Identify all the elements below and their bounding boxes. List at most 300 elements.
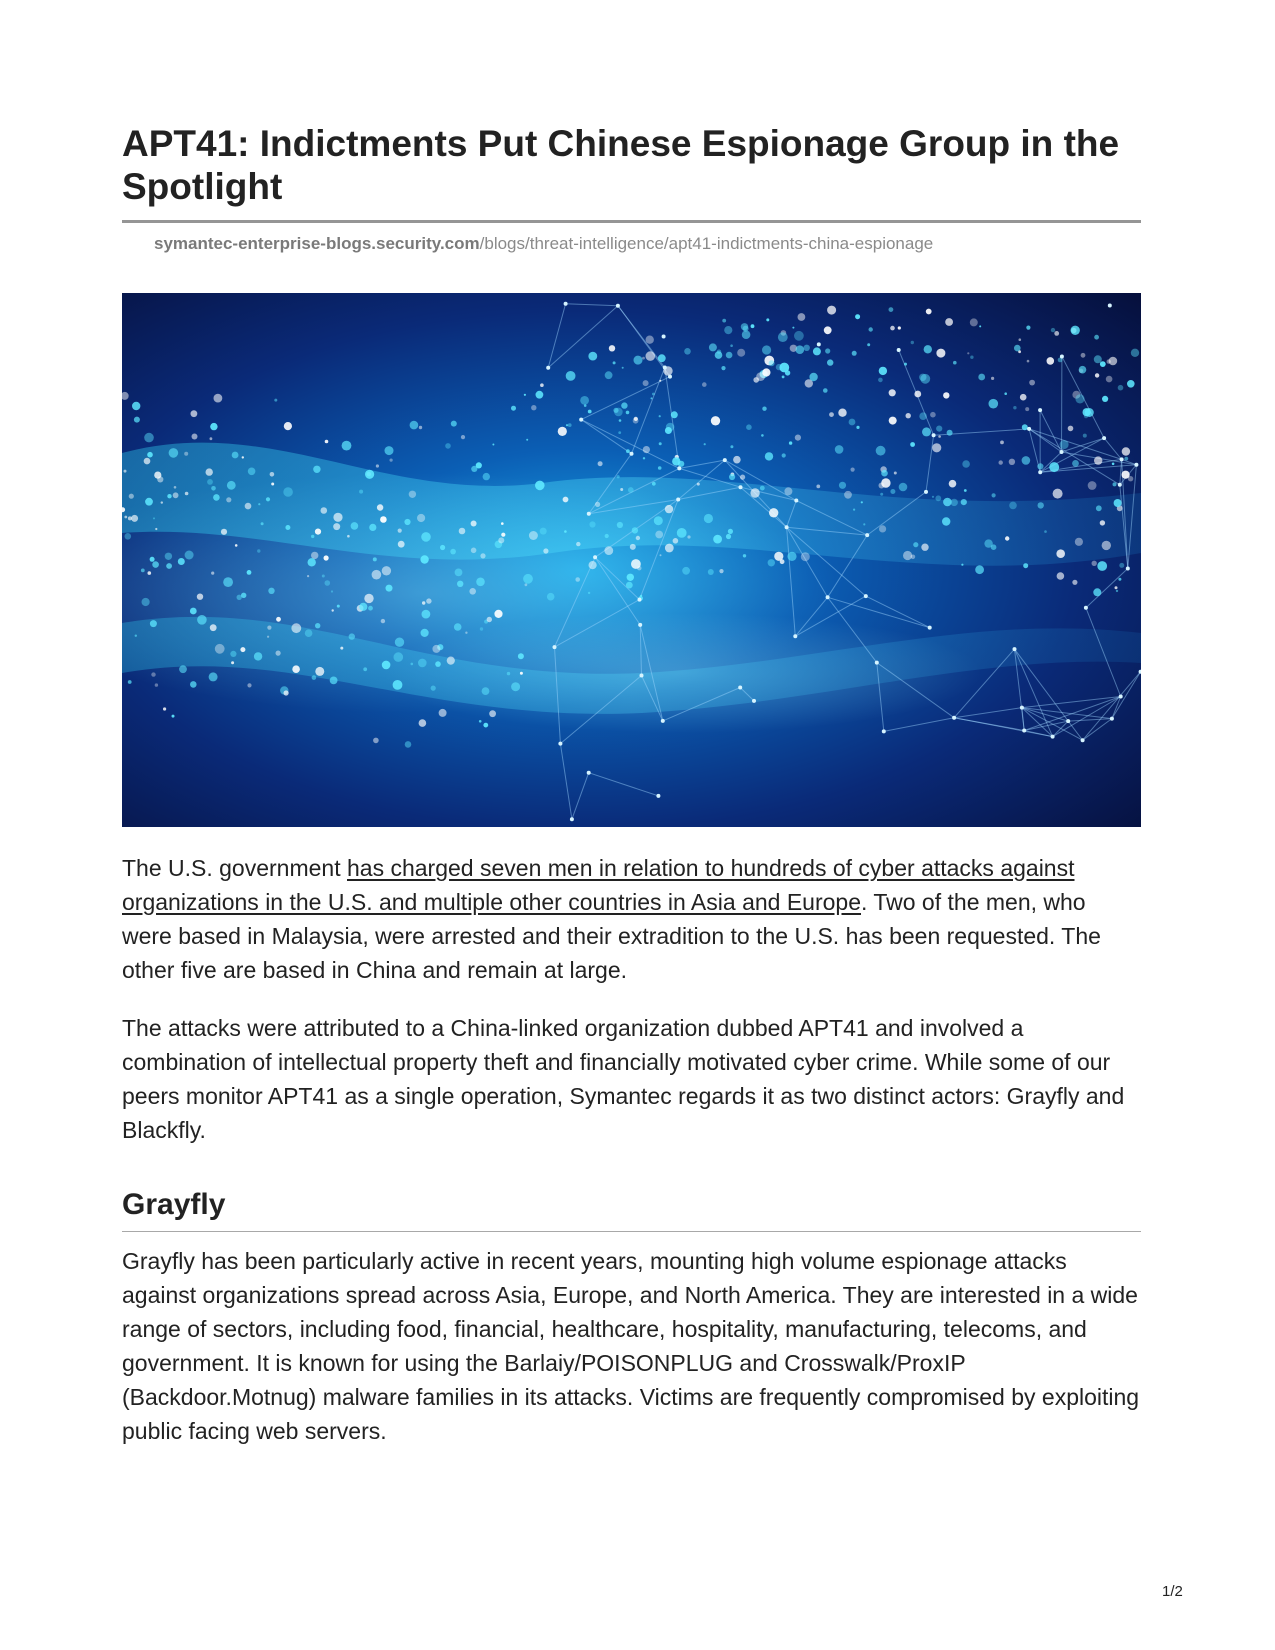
- particle-dot: [398, 541, 405, 548]
- network-node: [794, 499, 798, 503]
- particle-dot: [1020, 394, 1027, 401]
- particle-dot: [881, 470, 888, 477]
- network-node: [593, 555, 597, 559]
- particle-dot: [782, 453, 786, 457]
- particle-dot: [518, 653, 524, 659]
- particle-dot: [652, 482, 656, 486]
- particle-dot: [1118, 578, 1121, 581]
- particle-dot: [398, 529, 402, 533]
- particle-dot: [796, 345, 805, 354]
- particle-dot: [206, 468, 213, 475]
- particle-dot: [889, 307, 894, 312]
- particle-dot: [471, 521, 477, 527]
- particle-dot: [665, 427, 672, 434]
- particle-dot: [254, 652, 262, 660]
- particle-dot: [932, 443, 941, 452]
- particle-dot: [540, 528, 547, 535]
- particle-dot: [609, 345, 615, 351]
- particle-dot: [1094, 355, 1102, 363]
- particle-dot: [642, 357, 645, 360]
- particle-dot: [617, 475, 620, 478]
- particle-dot: [1053, 489, 1063, 499]
- particle-dot: [1079, 366, 1087, 374]
- particle-dot: [174, 486, 177, 489]
- particle-dot: [659, 442, 662, 445]
- particle-dot: [404, 519, 410, 525]
- particle-dot: [498, 537, 504, 543]
- particle-dot: [961, 499, 967, 505]
- particle-dot: [879, 525, 886, 532]
- particle-dot: [1019, 338, 1022, 341]
- particle-dot: [476, 578, 485, 587]
- particle-dot: [152, 561, 159, 568]
- particle-dot: [643, 457, 645, 459]
- particle-dot: [1075, 538, 1083, 546]
- particle-dot: [1096, 505, 1102, 511]
- particle-dot: [879, 367, 887, 375]
- particle-dot: [726, 352, 733, 359]
- particle-dot: [349, 633, 355, 639]
- particle-dot: [906, 413, 911, 418]
- particle-dot: [325, 440, 329, 444]
- indictment-link[interactable]: has charged seven men in relation to hundreds of cyber attacks against organizations in the U.S. and multiple other countries in Asia and Europe: [122, 855, 1075, 915]
- paragraph-intro-end: . Two of the men, who were based in Malaysia, were arrested and their extradition to the U.S. has been requested. The other five are based in China and remain at large.: [122, 889, 1101, 983]
- network-node: [587, 512, 591, 516]
- particle-dot: [221, 529, 227, 535]
- particle-dot: [853, 509, 855, 511]
- particle-dot: [824, 326, 832, 334]
- particle-dot: [422, 601, 425, 604]
- particle-dot: [185, 551, 194, 560]
- network-node: [1027, 427, 1031, 431]
- particle-dot: [943, 498, 952, 507]
- network-node: [882, 729, 886, 733]
- particle-dot: [1025, 407, 1029, 411]
- particle-dot: [1118, 385, 1124, 391]
- particle-dot: [333, 513, 342, 522]
- particle-dot: [337, 605, 340, 608]
- particle-dot: [1044, 530, 1047, 533]
- network-node: [570, 817, 574, 821]
- particle-dot: [125, 533, 132, 540]
- particle-dot: [368, 606, 373, 611]
- particle-dot: [823, 388, 828, 393]
- source-url[interactable]: [154, 233, 1141, 255]
- particle-dot: [132, 402, 140, 410]
- particle-dot: [283, 487, 293, 497]
- particle-dot: [331, 590, 333, 592]
- particle-dot: [598, 461, 603, 466]
- particle-dot: [235, 544, 238, 547]
- network-node: [1013, 647, 1017, 651]
- particle-dot: [161, 501, 163, 503]
- particle-dot: [659, 380, 661, 382]
- particle-dot: [890, 489, 895, 494]
- particle-dot: [501, 533, 505, 537]
- network-node: [663, 366, 667, 370]
- particle-dot: [809, 373, 817, 381]
- network-node: [932, 433, 936, 437]
- particle-dot: [340, 647, 343, 650]
- particle-dot: [382, 661, 391, 670]
- particle-dot: [936, 426, 942, 432]
- particle-dot: [761, 434, 764, 437]
- source-path[interactable]: /blogs/threat-intelligence/apt41-indictments-china-espionage: [479, 234, 934, 253]
- particle-dot: [342, 441, 352, 451]
- particle-dot: [863, 523, 865, 525]
- particle-dot: [869, 327, 873, 331]
- particle-dot: [276, 651, 281, 656]
- network-node: [546, 366, 550, 370]
- particle-dot: [672, 457, 680, 465]
- particle-dot: [351, 522, 359, 530]
- particle-dot: [332, 609, 334, 611]
- particle-dot: [124, 516, 127, 519]
- particle-dot: [861, 501, 863, 503]
- particle-dot: [386, 585, 393, 592]
- article-title: APT41: Indictments Put Chinese Espionage Group in the Spotlight: [122, 122, 1141, 223]
- network-node: [826, 595, 830, 599]
- particle-dot: [232, 452, 239, 459]
- particle-dot: [166, 563, 172, 569]
- particle-dot: [795, 435, 801, 441]
- network-node: [558, 742, 562, 746]
- particle-dot: [197, 594, 203, 600]
- particle-dot: [684, 348, 691, 355]
- particle-dot: [292, 665, 300, 673]
- particle-dot: [827, 306, 836, 315]
- particle-dot: [211, 486, 216, 491]
- particle-dot: [213, 494, 220, 501]
- particle-dot: [311, 552, 318, 559]
- particle-dot: [742, 330, 751, 339]
- particle-dot: [431, 686, 436, 691]
- particle-dot: [769, 508, 778, 517]
- paragraph-intro-start: The U.S. government: [122, 855, 347, 881]
- particle-dot: [261, 522, 264, 525]
- particle-dot: [207, 479, 213, 485]
- paragraph-intro: [122, 851, 1141, 987]
- particle-dot: [733, 456, 741, 464]
- particle-dot: [190, 681, 197, 688]
- particle-dot: [620, 488, 623, 491]
- particle-dot: [1092, 561, 1097, 566]
- network-node: [677, 466, 681, 470]
- particle-dot: [226, 497, 231, 502]
- particle-dot: [938, 435, 941, 438]
- particle-dot: [1094, 335, 1099, 340]
- network-node: [630, 452, 634, 456]
- particle-dot: [1122, 447, 1130, 455]
- particle-dot: [1093, 588, 1101, 596]
- particle-dot: [421, 532, 431, 542]
- particle-dot: [227, 481, 236, 490]
- particle-dot: [704, 443, 706, 445]
- particle-dot: [167, 494, 171, 498]
- particle-dot: [526, 439, 528, 441]
- particle-dot: [284, 690, 289, 695]
- particle-dot: [626, 449, 630, 453]
- particle-dot: [271, 483, 274, 486]
- network-node: [1060, 450, 1064, 454]
- particle-dot: [141, 569, 145, 573]
- network-node: [793, 634, 797, 638]
- particle-dot: [576, 542, 580, 546]
- particle-dot: [760, 486, 765, 491]
- particle-dot: [1037, 463, 1043, 469]
- particle-dot: [721, 366, 725, 370]
- particle-dot: [975, 565, 984, 574]
- particle-dot: [483, 473, 490, 480]
- particle-dot: [185, 492, 189, 496]
- network-node: [1060, 355, 1064, 359]
- particle-dot: [1000, 441, 1004, 445]
- particle-dot: [1102, 541, 1111, 550]
- particle-dot: [459, 528, 466, 535]
- particle-dot: [359, 490, 363, 494]
- particle-dot: [776, 364, 782, 370]
- particle-dot: [410, 421, 419, 430]
- particle-dot: [454, 623, 462, 631]
- particle-dot: [910, 442, 915, 447]
- particle-dot: [325, 580, 331, 586]
- source-domain[interactable]: symantec-enterprise-blogs.security.com: [154, 234, 480, 253]
- particle-dot: [155, 683, 158, 686]
- particle-dot: [999, 460, 1003, 464]
- particle-dot: [1088, 481, 1097, 490]
- particle-dot: [411, 663, 414, 666]
- particle-dot: [992, 493, 996, 497]
- particle-dot: [245, 503, 252, 510]
- particle-dot: [924, 345, 932, 353]
- particle-dot: [852, 351, 857, 356]
- particle-dot: [178, 558, 185, 565]
- particle-dot: [1115, 586, 1118, 589]
- network-node: [564, 302, 568, 306]
- particle-dot: [903, 551, 912, 560]
- particle-dot: [1060, 440, 1069, 449]
- particle-dot: [1022, 424, 1028, 430]
- particle-dot: [1131, 349, 1139, 357]
- particle-dot: [274, 399, 277, 402]
- particle-dot: [482, 687, 490, 695]
- network-node: [638, 623, 642, 627]
- paragraph-attribution: The attacks were attributed to a China-linked organization dubbed APT41 and involved a combination of intellectual property theft and financially motivated cyber crime. While some of our peers monitor APT41 as a single operation, Symantec regards it as two distinct actors: Grayfly and Blackfly.: [122, 1015, 1125, 1143]
- network-node: [1081, 738, 1085, 742]
- particle-dot: [169, 448, 179, 458]
- network-node: [1051, 735, 1055, 739]
- particle-dot: [455, 569, 463, 577]
- particle-dot: [420, 555, 428, 563]
- particle-dot: [580, 396, 589, 405]
- particle-dot: [489, 710, 496, 717]
- particle-dot: [372, 570, 382, 580]
- network-node: [1022, 729, 1026, 733]
- particle-dot: [673, 538, 679, 544]
- network-node: [1120, 457, 1124, 461]
- particle-dot: [377, 504, 383, 510]
- particle-dot: [315, 623, 320, 628]
- particle-dot: [1113, 482, 1117, 486]
- particle-dot: [740, 475, 745, 480]
- particle-dot: [1112, 463, 1115, 466]
- particle-dot: [1029, 380, 1035, 386]
- particle-dot: [487, 617, 492, 622]
- particle-dot: [131, 515, 138, 522]
- particle-dot: [305, 629, 313, 637]
- particle-dot: [422, 610, 431, 619]
- particle-dot: [964, 489, 967, 492]
- particle-dot: [157, 476, 163, 482]
- particle-dot: [376, 464, 379, 467]
- particle-dot: [223, 577, 233, 587]
- particle-dot: [191, 410, 198, 417]
- particle-dot: [440, 545, 445, 550]
- particle-dot: [501, 522, 504, 525]
- particle-dot: [838, 409, 846, 417]
- particle-dot: [1068, 426, 1074, 432]
- particle-dot: [979, 325, 981, 327]
- particle-dot: [751, 324, 755, 328]
- particle-dot: [665, 505, 673, 513]
- network-node: [1102, 436, 1106, 440]
- particle-dot: [520, 672, 523, 675]
- particle-dot: [926, 309, 932, 315]
- particle-dot: [991, 544, 997, 550]
- particle-dot: [365, 470, 374, 479]
- particle-dot: [215, 644, 225, 654]
- particle-dot: [1116, 590, 1118, 592]
- particle-dot: [719, 569, 723, 573]
- particle-dot: [558, 427, 567, 436]
- particle-dot: [801, 552, 810, 561]
- particle-dot: [394, 652, 404, 662]
- network-node: [1108, 304, 1112, 308]
- particle-dot: [899, 483, 908, 492]
- network-node: [865, 533, 869, 537]
- network-node: [656, 794, 660, 798]
- particle-dot: [230, 651, 236, 657]
- particle-dot: [798, 313, 806, 321]
- particle-dot: [257, 549, 260, 552]
- particle-dot: [782, 376, 785, 379]
- particle-dot: [135, 635, 137, 637]
- particle-dot: [743, 554, 746, 557]
- particle-dot: [654, 516, 663, 525]
- particle-dot: [465, 632, 467, 634]
- particle-dot: [359, 603, 367, 611]
- particle-dot: [919, 412, 927, 420]
- particle-dot: [880, 493, 883, 496]
- particle-dot: [543, 548, 548, 553]
- particle-dot: [575, 577, 580, 582]
- particle-dot: [421, 629, 429, 637]
- particle-dot: [967, 352, 969, 354]
- particle-dot: [697, 483, 700, 486]
- particle-dot: [439, 709, 447, 717]
- particle-dot: [588, 352, 597, 361]
- particle-dot: [163, 707, 166, 710]
- particle-dot: [307, 575, 309, 577]
- section-heading-grayfly: Grayfly: [122, 1187, 1141, 1232]
- particle-dot: [471, 548, 477, 554]
- particle-dot: [242, 456, 244, 458]
- particle-dot: [769, 360, 775, 366]
- particle-dot: [627, 574, 634, 581]
- paragraph-grayfly: Grayfly has been particularly active in recent years, mounting high volume espionage attacks against organizations spread across Asia, Europe, and North America. They are interested in a wide range of sectors, including food, financial, healthcare, hospitality, manufacturing, telecoms, and government. It is known for using the Barlaiy/POISONPLUG and Crosswalk/ProxIP (Backdoor.Motnug) malware families in its attacks. Victims are frequently compromised by exploiting public facing web servers.: [122, 1248, 1140, 1444]
- particle-dot: [311, 535, 314, 538]
- particle-dot: [393, 680, 403, 690]
- network-node: [638, 598, 642, 602]
- network-node: [587, 771, 591, 775]
- particle-dot: [417, 514, 425, 522]
- particle-dot: [266, 497, 270, 501]
- particle-dot: [1071, 326, 1080, 335]
- particle-dot: [419, 719, 427, 727]
- particle-dot: [737, 349, 745, 357]
- particle-dot: [911, 341, 914, 344]
- particle-dot: [589, 521, 595, 527]
- network-node: [924, 490, 928, 494]
- particle-dot: [991, 377, 994, 380]
- particle-dot: [628, 487, 634, 493]
- particle-dot: [726, 534, 731, 539]
- particle-dot: [898, 326, 901, 329]
- particle-dot: [1124, 457, 1128, 461]
- network-node: [1134, 463, 1138, 467]
- network-node: [738, 686, 742, 690]
- particle-dot: [145, 498, 153, 506]
- particle-dot: [622, 367, 624, 369]
- particle-dot: [247, 683, 251, 687]
- particle-dot: [604, 546, 613, 555]
- particle-dot: [447, 657, 455, 665]
- particle-dot: [148, 571, 152, 575]
- particle-dot: [315, 529, 321, 535]
- particle-dot: [248, 468, 256, 476]
- particle-dot: [285, 525, 290, 530]
- particle-dot: [651, 397, 653, 399]
- particle-dot: [333, 523, 340, 530]
- particle-dot: [617, 522, 623, 528]
- particle-dot: [894, 472, 897, 475]
- particle-dot: [920, 374, 930, 384]
- particle-dot: [1013, 406, 1016, 409]
- page-number: 1/2: [1162, 1583, 1183, 1600]
- network-node: [668, 375, 672, 379]
- particle-dot: [778, 332, 788, 342]
- particle-dot: [618, 431, 621, 434]
- particle-dot: [970, 356, 973, 359]
- network-node: [662, 335, 666, 339]
- particle-dot: [144, 458, 151, 465]
- particle-dot: [722, 319, 726, 323]
- particle-dot: [184, 452, 188, 456]
- particle-dot: [665, 544, 674, 553]
- network-node: [739, 485, 743, 489]
- particle-dot: [626, 411, 630, 415]
- particle-dot: [211, 572, 214, 575]
- particle-dot: [1107, 359, 1111, 363]
- particle-dot: [547, 593, 555, 601]
- particle-dot: [787, 552, 796, 561]
- particle-dot: [930, 412, 936, 418]
- particle-dot: [1009, 502, 1017, 510]
- particle-dot: [762, 407, 766, 411]
- particle-dot: [1038, 502, 1044, 508]
- particle-dot: [382, 566, 391, 575]
- particle-dot: [813, 347, 821, 355]
